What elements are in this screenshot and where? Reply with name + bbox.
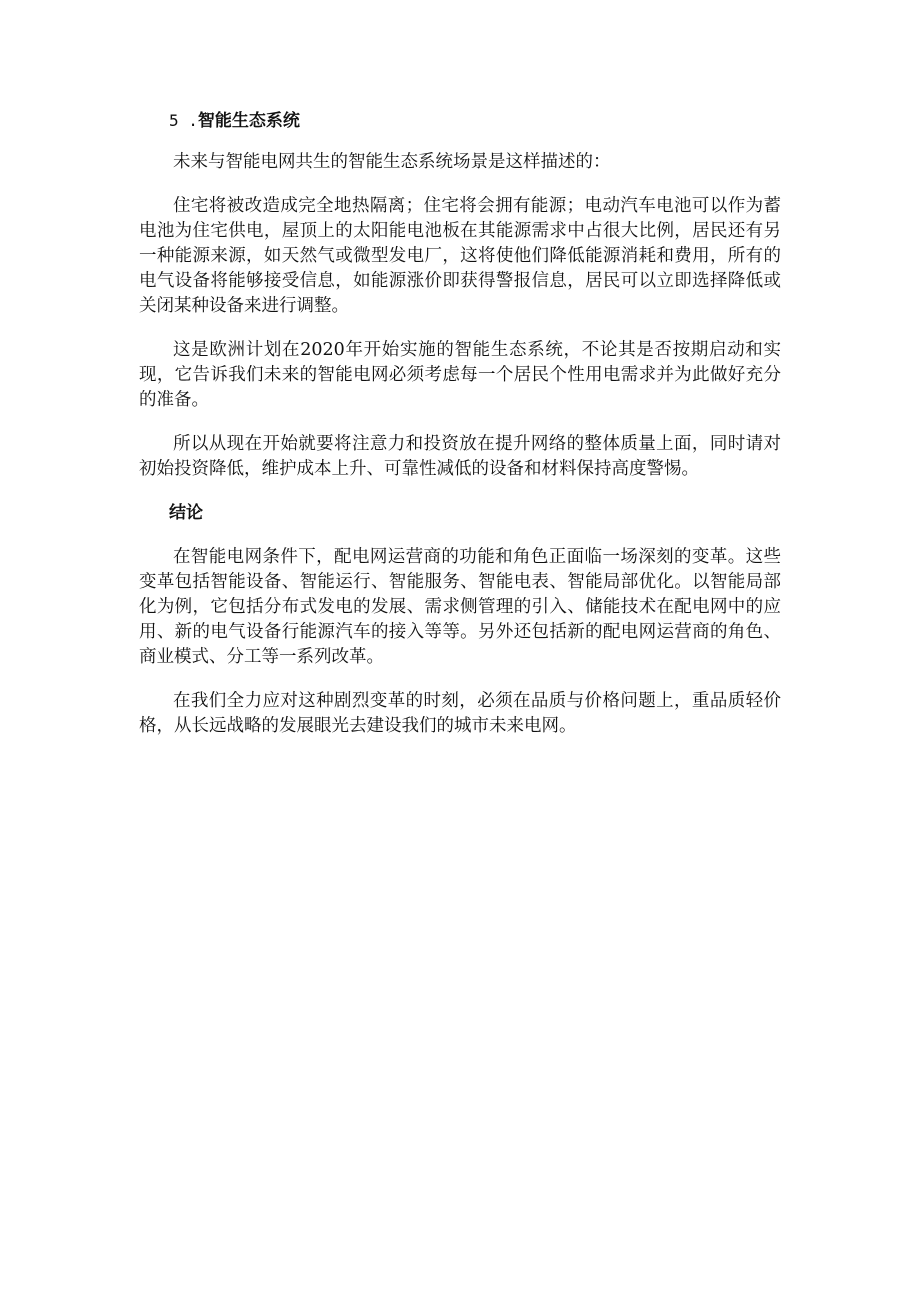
paragraph-conclusion-1: 在智能电网条件下，配电网运营商的功能和角色正面临一场深刻的变革。这些变革包括智能设备、智能运行、智能服务、智能电表、智能局部优化。以智能局部化为例，它包括分布式发电的发展、需求侧管理的引入、储能技术在配电网中的应用、新的电气设备行能源汽车的接入等等。另外还包括新的配电网运营商的角色、商业模式、分工等一系列改革。 xyxy=(139,547,781,667)
document-body xyxy=(139,108,781,739)
section-title: 智能生态系统 xyxy=(197,111,300,131)
paragraph-scenario: 住宅将被改造成完全地热隔离；住宅将会拥有能源；电动汽车电池可以作为蓄电池为住宅供电，屋顶上的太阳能电池板在其能源需求中占很大比例，居民还有另一种能源来源，如天然气或微型发电厂，这将使他们降低能源消耗和费用，所有的电气设备将能够接受信息，如能源涨价即获得警报信息，居民可以立即选择降低或关闭某种设备来进行调整。 xyxy=(139,196,781,316)
conclusion-heading: 结论 xyxy=(169,503,203,523)
paragraph-conclusion-2: 在我们全力应对这种剧烈变革的时刻，必须在品质与价格问题上，重品质轻价格，从长远战略的发展眼光去建设我们的城市未来电网。 xyxy=(139,691,781,736)
paragraph-intro: 未来与智能电网共生的智能生态系统场景是这样描述的： xyxy=(173,152,611,172)
section-heading xyxy=(139,108,781,134)
paragraph-investment: 所以从现在开始就要将注意力和投资放在提升网络的整体质量上面，同时请对初始投资降低，维护成本上升、可靠性减低的设备和材料保持高度警惕。 xyxy=(139,434,781,479)
paragraph-europe-plan: 这是欧洲计划在2020年开始实施的智能生态系统，不论其是否按期启动和实现，它告诉我们未来的智能电网必须考虑每一个居民个性用电需求并为此做好充分的准备。 xyxy=(139,340,781,410)
section-number: 5 . xyxy=(169,111,198,130)
